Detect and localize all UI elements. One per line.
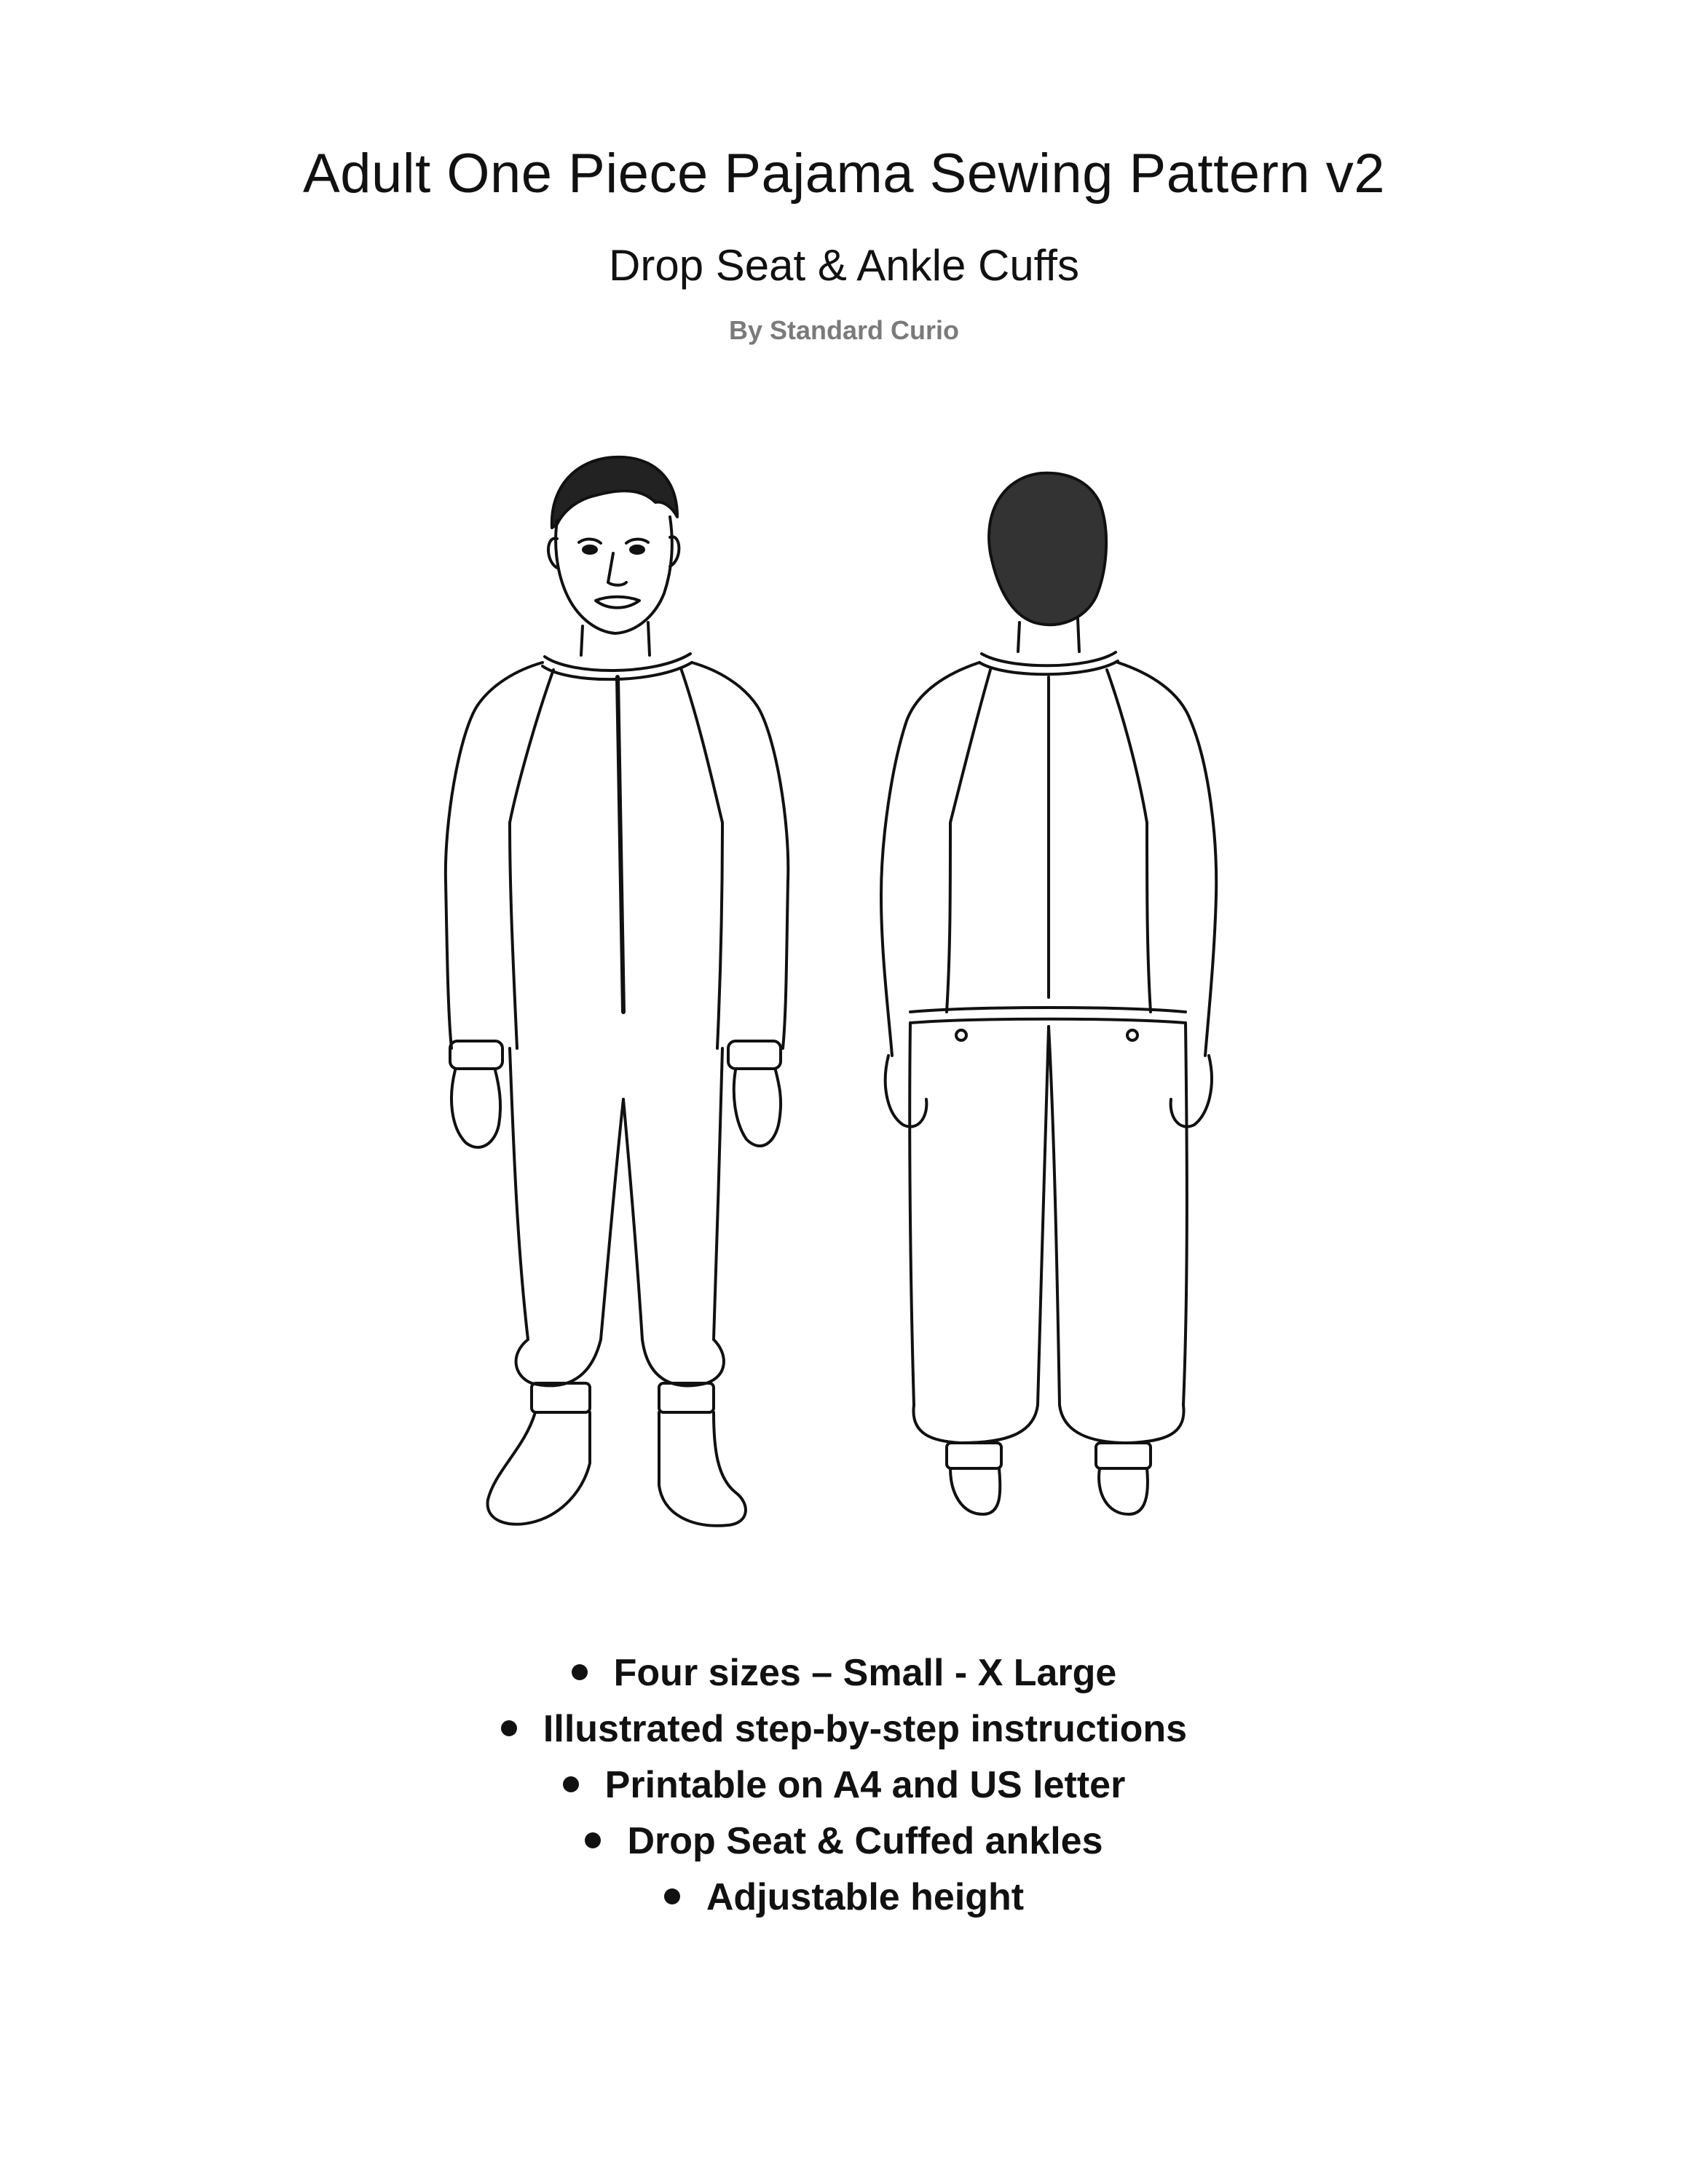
feature-text: Adjustable height <box>706 1876 1025 1918</box>
bullet-icon <box>501 1720 517 1736</box>
list-item <box>0 1757 1688 1813</box>
list-item <box>0 1813 1688 1870</box>
bullet-icon <box>664 1888 680 1904</box>
bullet-icon <box>585 1832 601 1848</box>
author-byline: By Standard Curio <box>728 315 960 345</box>
document-title: Adult One Piece Pajama Sewing Pattern v2 <box>303 143 1385 205</box>
feature-list <box>0 1645 1688 1926</box>
bullet-icon <box>563 1776 579 1792</box>
list-item <box>0 1870 1688 1926</box>
document-subtitle: Drop Seat & Ankle Cuffs <box>609 241 1079 290</box>
list-item <box>0 1701 1688 1757</box>
feature-text: Illustrated step-by-step instructions <box>543 1708 1188 1750</box>
feature-text: Four sizes – Small - X Large <box>613 1652 1117 1694</box>
feature-text: Drop Seat & Cuffed ankles <box>627 1820 1103 1862</box>
feature-text: Printable on A4 and US letter <box>604 1764 1126 1806</box>
front-figure <box>446 457 788 1526</box>
bullet-icon <box>572 1664 588 1680</box>
list-item <box>0 1645 1688 1701</box>
pajama-illustration <box>408 444 1282 1565</box>
back-figure <box>881 473 1216 1514</box>
